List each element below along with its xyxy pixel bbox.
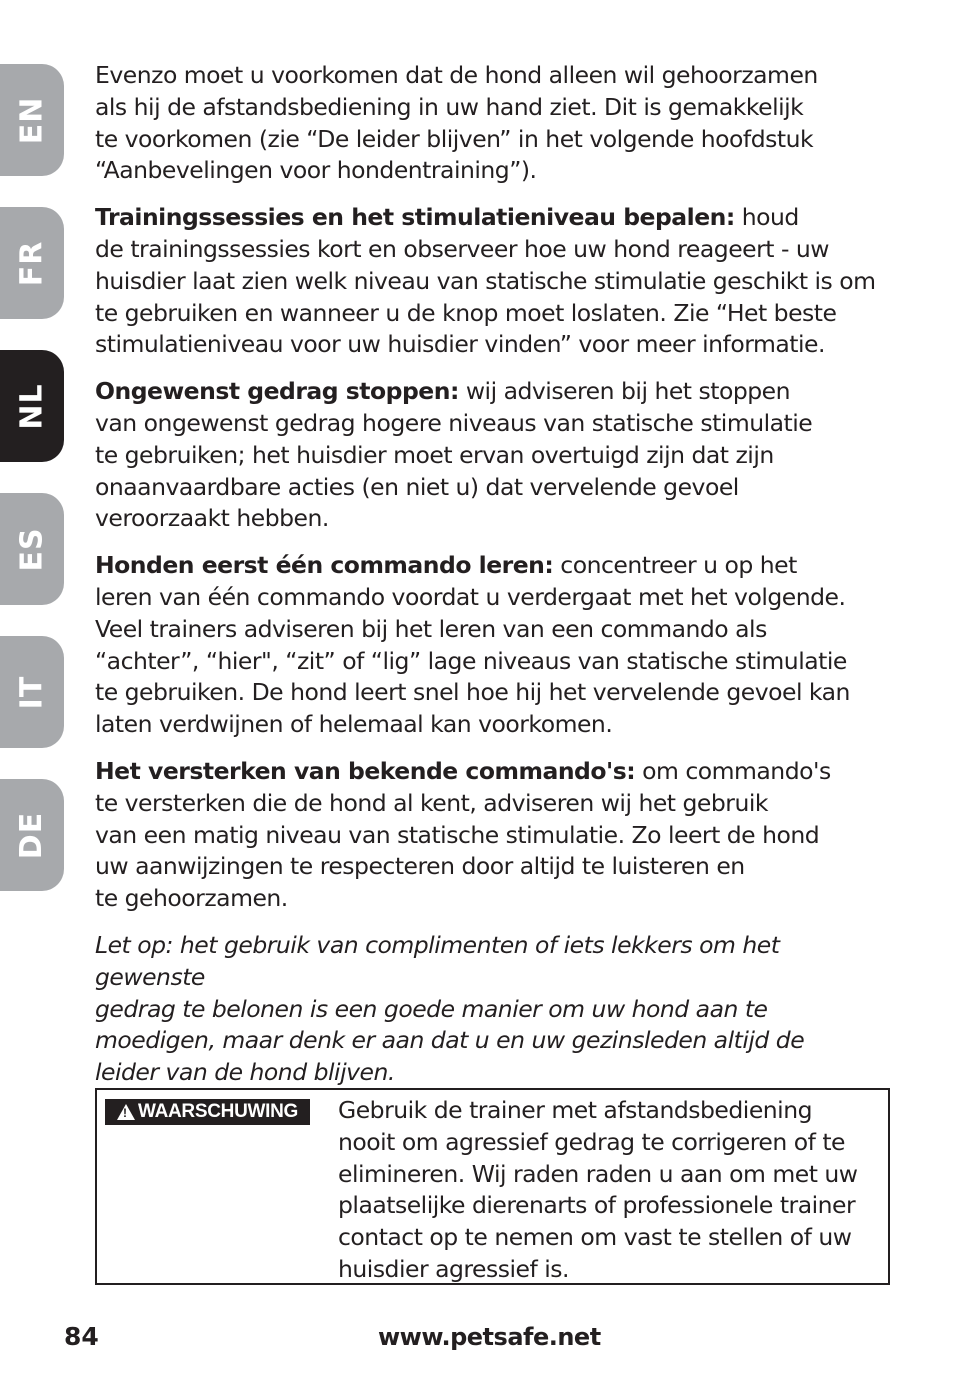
tab-es[interactable] xyxy=(0,493,64,605)
warning-text: Gebruik de trainer met afstandsbediening nooit om agressief gedrag te corrigeren of te elimineren. Wij raden raden u aan om met uw plaatselijke dierenarts of professionele trainer contact op te nemen om vast te stellen of uw huisdier agressief is. xyxy=(338,1096,858,1283)
tab-de[interactable] xyxy=(0,779,64,891)
reinforce-commands-paragraph xyxy=(95,756,895,915)
warning-triangle-icon xyxy=(117,1104,135,1120)
reinforce-commands-heading: Het versterken van bekende commando's: xyxy=(95,756,636,785)
stop-behavior-heading: Ongewenst gedrag stoppen: xyxy=(95,377,459,406)
tab-it[interactable] xyxy=(0,636,64,748)
tab-de-label: DE xyxy=(14,811,50,859)
tab-en[interactable] xyxy=(0,64,64,176)
tab-it-label: IT xyxy=(14,675,50,709)
one-command-heading: Honden eerst één commando leren: xyxy=(95,551,554,580)
tab-es-label: ES xyxy=(14,526,50,572)
one-command-text: concentreer u op het leren van één commando voordat u verdergaat met het volgende. Veel trainers adviseren bij het leren van een commando als “achter”, “hier", “zit” of “lig” lage niveaus van statische stimulatie te gebruiken. De hond leert snel hoe hij het vervelende gevoel kan laten verdwijnen of helemaal kan voorkomen. xyxy=(95,551,850,739)
tab-en-label: EN xyxy=(14,96,50,144)
training-sessions-text: houd de trainingssessies kort en observeer hoe uw hond reageert - uw huisdier laat zien welk niveau van statische stimulatie geschikt is om te gebruiken en wanneer u de knop moet loslaten. Zie “Het beste stimulatieniveau voor uw huisdier vinden” voor meer informatie. xyxy=(95,203,876,359)
training-sessions-paragraph xyxy=(95,202,895,361)
note-paragraph: Let op: het gebruik van complimenten of iets lekkers om het gewenste gedrag te belonen is een goede manier om uw hond aan te moedigen, maar denk er aan dat u en uw gezinsleden altijd de leider van de hond blijven. xyxy=(95,930,805,1087)
stop-behavior-text: wij adviseren bij het stoppen van ongewenst gedrag hogere niveaus van statische stimulatie te gebruiken; het huisdier moet ervan overtuigd zijn dat zijn onaanvaardbare acties (en niet u) dat vervelende gevoel veroorzaakt hebben. xyxy=(95,377,813,533)
body-content xyxy=(95,60,895,1104)
page-number: 84 xyxy=(64,1322,99,1351)
warning-label-text: WAARSCHUWING xyxy=(138,1101,298,1122)
tab-fr[interactable] xyxy=(0,207,64,319)
warning-box xyxy=(95,1088,890,1285)
intro-text: Evenzo moet u voorkomen dat de hond alleen wil gehoorzamen als hij de afstandsbediening in uw hand ziet. Dit is gemakkelijk te voorkomen (zie “De leider blijven” in het volgende hoofdstuk “Aanbevelingen voor hondentraining”). xyxy=(95,61,818,185)
one-command-paragraph xyxy=(95,550,895,741)
warning-label xyxy=(105,1099,310,1125)
training-sessions-heading: Trainingssessies en het stimulatieniveau bepalen: xyxy=(95,203,735,232)
footer-url[interactable]: www.petsafe.net xyxy=(378,1323,601,1351)
tab-nl[interactable] xyxy=(0,350,64,462)
intro-paragraph xyxy=(95,60,895,187)
stop-behavior-paragraph xyxy=(95,376,895,535)
tab-nl-label: NL xyxy=(14,382,50,430)
reinforce-commands-text: om commando's te versterken die de hond al kent, adviseren wij het gebruik van een matig niveau van statische stimulatie. Zo leert de hond uw aanwijzingen te respecteren door altijd te luisteren en te gehoorzamen. xyxy=(95,756,831,913)
tab-fr-label: FR xyxy=(14,240,50,286)
